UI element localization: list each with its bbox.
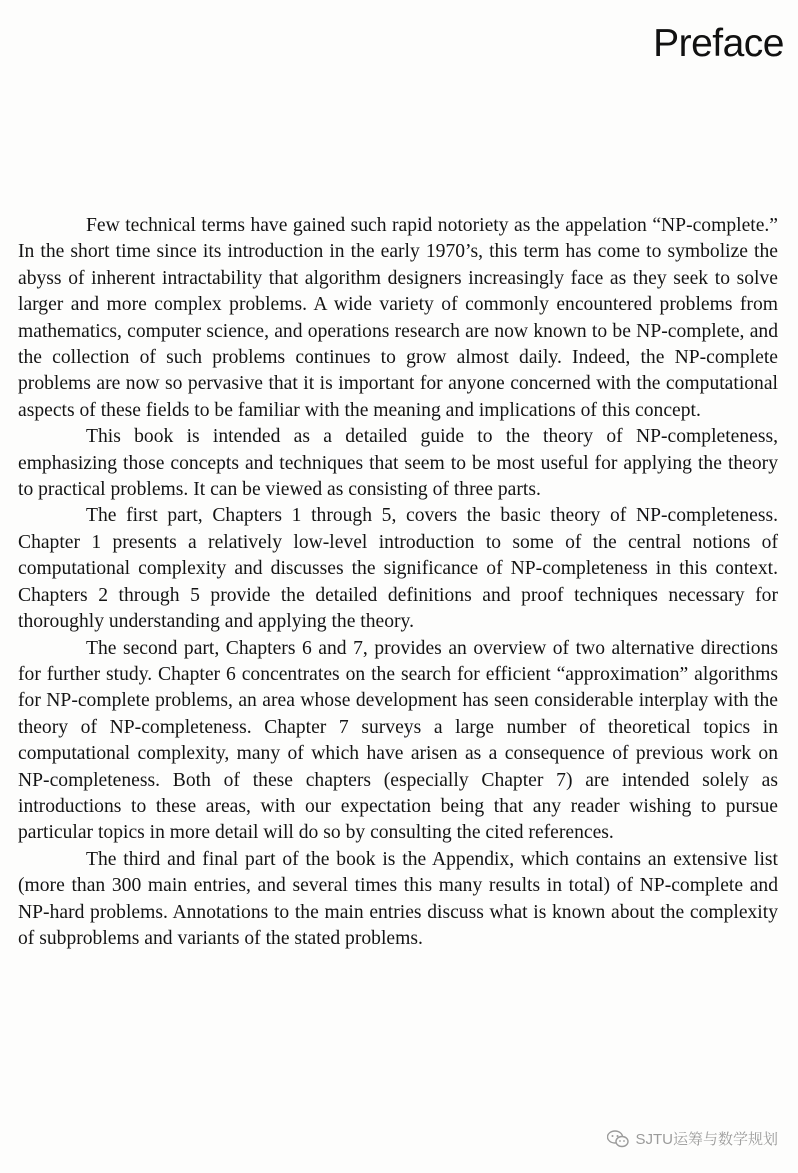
watermark-text: SJTU运筹与数学规划 xyxy=(635,1131,778,1148)
paragraph-part-one: The first part, Chapters 1 through 5, covers the basic theory of NP-completeness. Chapter 1 presents a relatively low-level introduction to some of the central notions of computational complexity and discusses the significance of NP-completeness in this context. Chapters 2 through 5 provide the detailed definitions and proof techniques necessary for thoroughly understanding and applying the theory. xyxy=(18,505,778,633)
paragraph-part-two: The second part, Chapters 6 and 7, provides an overview of two alternative directions for further study. Chapter 6 concentrates on the search for efficient “approximation” algorithms for NP-complete problems, an area whose development has seen considerable interplay with the theory of NP-completeness. Chapter 7 surveys a large number of theoretical topics in computational complexity, many of which have arisen as a consequence of previous work on NP-completeness. Both of these chapters (especially Chapter 7) are intended solely as introductions to these areas, with our expectation being that any reader wishing to pursue particular topics in more detail will do so by consulting the cited references. xyxy=(18,637,778,844)
paragraph-intro: Few technical terms have gained such rapid notoriety as the appelation “NP-complete.” In the short time since its introduction in the early 1970’s, this term has come to symbolize the abyss of inherent intractability that algorithm designers increasingly face as they seek to solve larger and more complex problems. A wide variety of commonly encountered problems from mathematics, computer science, and operations research are now known to be NP-complete, and the collection of such problems continues to grow almost daily. Indeed, the NP-complete problems are now so pervasive that it is important for anyone concerned with the computational aspects of these fields to be familiar with the meaning and implications of this concept. xyxy=(18,215,778,421)
paragraph-part-three: The third and final part of the book is the Appendix, which contains an extensive list (more than 300 main entries, and several times this many results in total) of NP-complete and NP-hard problems. Annotations to the main entries discuss what is known about the complexity of subproblems and variants of the stated problems. xyxy=(18,848,778,949)
watermark xyxy=(607,1128,778,1149)
preface-body xyxy=(18,213,778,952)
page-title: Preface xyxy=(653,22,784,65)
paragraph-book-purpose: This book is intended as a detailed guide to the theory of NP-completeness, emphasizing those concepts and techniques that seem to be most useful for applying the theory to practical problems. It can be viewed as consisting of three parts. xyxy=(18,426,778,501)
wechat-icon xyxy=(607,1130,629,1148)
